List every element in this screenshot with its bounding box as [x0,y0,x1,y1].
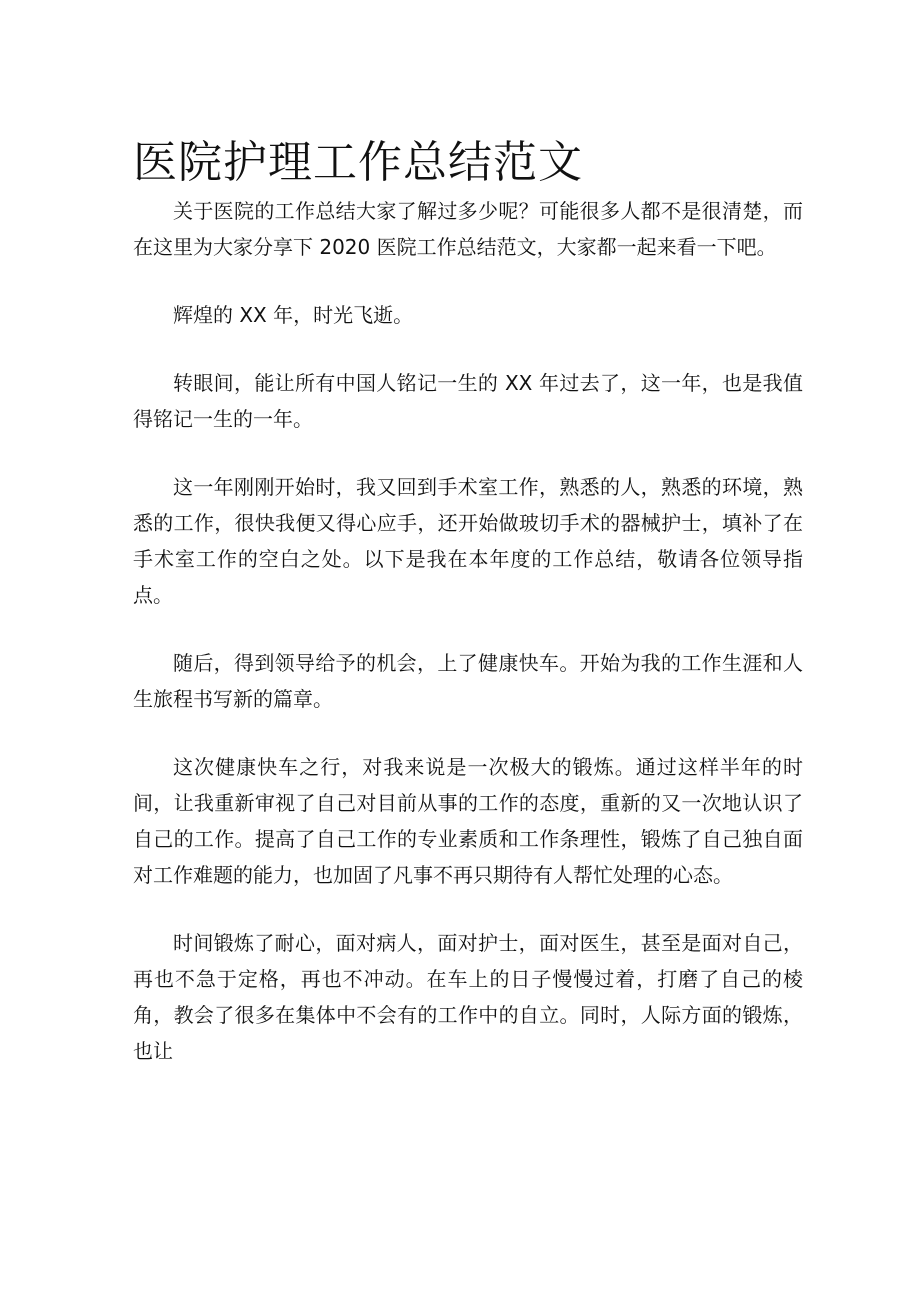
paragraph: 随后，得到领导给予的机会，上了健康快车。开始为我的工作生涯和人生旅程书写新的篇章。 [133,651,803,711]
paragraph: 这一年刚刚开始时，我又回到手术室工作，熟悉的人，熟悉的环境，熟悉的工作，很快我便又得心应手，还开始做玻切手术的器械护士，填补了在手术室工作的空白之处。以下是我在本年度的工作总结，敬请各位领导指点。 [133,475,803,607]
paragraph: 时间锻炼了耐心，面对病人，面对护士，面对医生，甚至是面对自己，再也不急于定格，再也不冲动。在车上的日子慢慢过着，打磨了自己的棱角，教会了很多在集体中不会有的工作中的自立。同时，人际方面的锻炼，也让 [133,931,803,1063]
paragraph-intro: 关于医院的工作总结大家了解过多少呢？可能很多人都不是很清楚，而在这里为大家分享下 2020 医院工作总结范文，大家都一起来看一下吧。 [133,199,803,259]
document-body [133,193,803,1101]
page-title: 医院护理工作总结范文 [133,137,583,188]
paragraph: 这次健康快车之行，对我来说是一次极大的锻炼。通过这样半年的时间，让我重新审视了自己对目前从事的工作的态度，重新的又一次地认识了自己的工作。提高了自己工作的专业素质和工作条理性，锻炼了自己独自面对工作难题的能力，也加固了凡事不再只期待有人帮忙处理的心态。 [133,755,803,887]
paragraph: 转眼间，能让所有中国人铭记一生的 XX 年过去了，这一年，也是我值得铭记一生的一年。 [133,371,803,431]
paragraph: 辉煌的 XX 年，时光飞逝。 [173,303,414,327]
